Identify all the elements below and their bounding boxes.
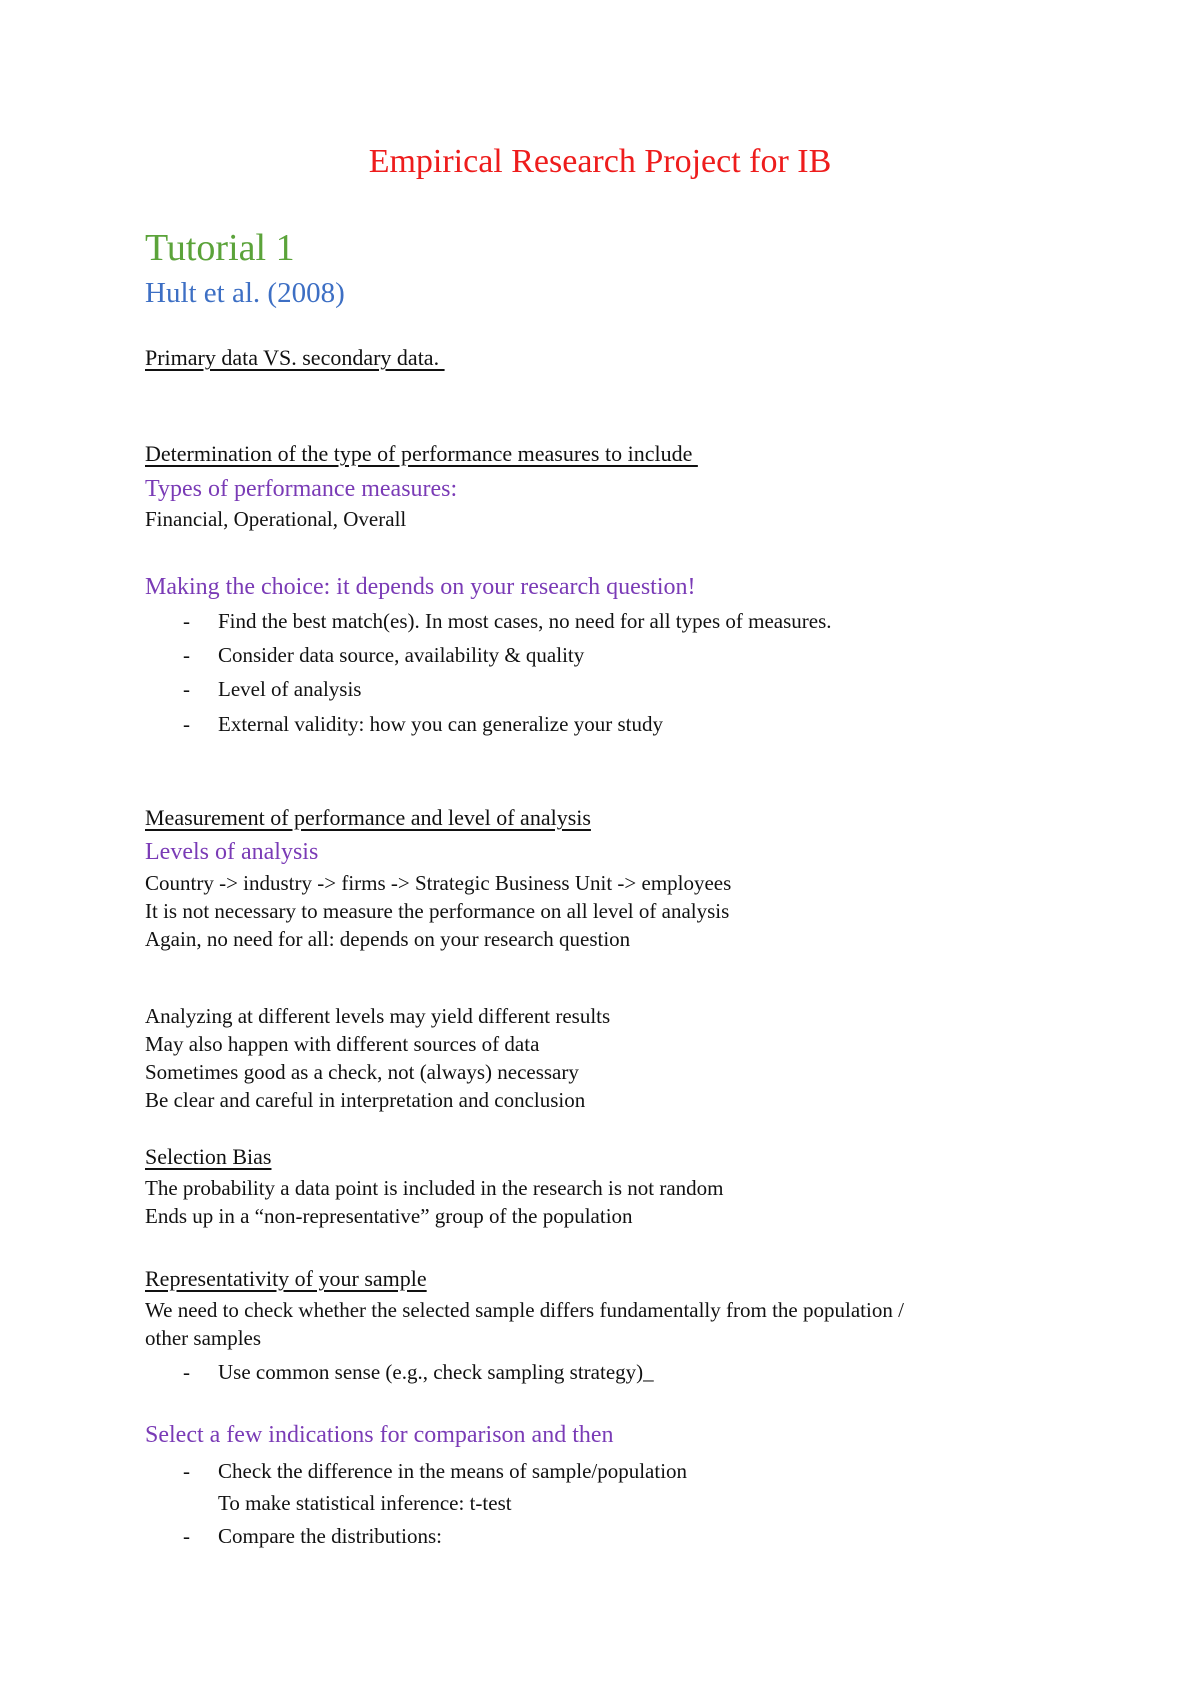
analyzing-line: Analyzing at different levels may yield different results — [145, 1004, 611, 1028]
section-determination: Determination of the type of performance measures to include — [145, 441, 698, 466]
reference-heading: Hult et al. (2008) — [145, 277, 345, 309]
document-page: Empirical Research Project for IB Tutorial 1 Hult et al. (2008) Primary data VS. secondary data. Determination of the type of performance measures to include Types of performance measures: Financial, Operational, Overall Making the choice: it depends on your research question! - Find the best match(es). In most cases, no need for all types of measures. - Consider data source, availability & quality - Level of analysis - External validity: how you can generalize your study Measurement of performance and level of analysis Levels of analysis Country -> industry -> firms -> Strategic Business Unit -> employees It is not necessary to measure the performance on all level of analysis Again, no need for all: depends on your research question Analyzing at different levels may yield different results May also happen with different sources of data Sometimes good as a check, not (always) necessary Be clear and careful in interpretation and conclusion Selection Bias The probability a data point is included in the research is not random Ends up in a “non-representative” group of the population Representativity of your sample We need to check whether the selected sample differs fundamentally from the population / other samples - Use common sense (e.g., check sampling strategy)_ Select a few indications for comparison and then - Check the difference in the means of sample/population To make statistical inference: t-test - Compare the distributions: — [145, 0, 1045, 1698]
dash-bullet-icon: - — [183, 609, 190, 633]
dash-bullet-icon: - — [183, 1459, 190, 1483]
representativity-line: other samples — [145, 1326, 262, 1350]
selection-line: Ends up in a “non-representative” group of the population — [145, 1204, 633, 1228]
dash-bullet-icon: - — [183, 677, 190, 701]
section-representativity: Representativity of your sample — [145, 1266, 427, 1291]
analyzing-line: Sometimes good as a check, not (always) necessary — [145, 1060, 579, 1084]
levels-line: It is not necessary to measure the performance on all level of analysis — [145, 899, 730, 923]
types-text: Financial, Operational, Overall — [145, 507, 407, 531]
dash-bullet-icon: - — [183, 1524, 190, 1548]
analyzing-line: May also happen with different sources of data — [145, 1032, 540, 1056]
analyzing-line: Be clear and careful in interpretation and conclusion — [145, 1088, 586, 1112]
representativity-line: We need to check whether the selected sample differs fundamentally from the population / — [145, 1298, 904, 1322]
dash-bullet-icon: - — [183, 643, 190, 667]
select-indent-line: To make statistical inference: t-test — [218, 1491, 512, 1515]
dash-bullet-icon: - — [183, 712, 190, 736]
document-title: Empirical Research Project for IB — [368, 143, 832, 180]
levels-heading: Levels of analysis — [145, 839, 319, 865]
section-measurement: Measurement of performance and level of analysis — [145, 805, 591, 830]
choice-heading: Making the choice: it depends on your research question! — [145, 574, 696, 600]
types-heading: Types of performance measures: — [145, 476, 458, 502]
section-selection-bias: Selection Bias — [145, 1144, 272, 1169]
selection-line: The probability a data point is included in the research is not random — [145, 1176, 724, 1200]
select-heading: Select a few indications for comparison and then — [145, 1422, 614, 1448]
levels-line: Again, no need for all: depends on your research question — [145, 927, 631, 951]
dash-bullet-icon: - — [183, 1360, 190, 1384]
levels-line: Country -> industry -> firms -> Strategic Business Unit -> employees — [145, 871, 732, 895]
tutorial-heading: Tutorial 1 — [145, 227, 295, 269]
section-primary-secondary: Primary data VS. secondary data. — [145, 345, 445, 370]
